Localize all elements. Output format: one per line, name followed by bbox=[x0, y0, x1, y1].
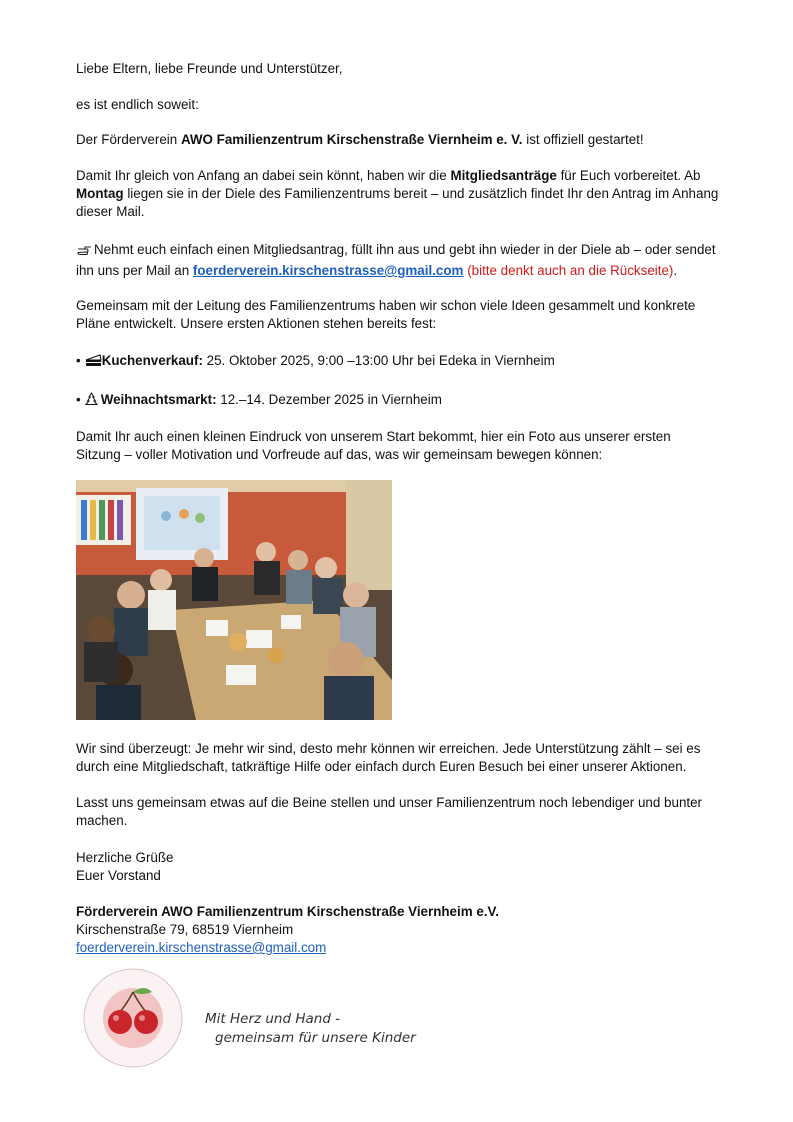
slogan-line-1: Mit Herz und Hand - bbox=[205, 1011, 341, 1027]
closing-regards: Herzliche Grüße bbox=[76, 850, 174, 865]
org-name: AWO Familienzentrum Kirschenstraße Viernheim e. V. bbox=[180, 132, 523, 147]
membership-paragraph: Damit Ihr gleich von Anfang an dabei sein könnt, haben wir die Mitgliedsanträge für Euch vorbereitet. Ab Montag liegen sie in der Diele des Familienzentrums bereit – und zusätzlich findet Ihr den Antrag im Anhang dieser Mail. bbox=[76, 168, 719, 219]
signature-email-link[interactable]: foerderverein.kirschenstrasse@gmail.com bbox=[76, 940, 327, 955]
christmas-tree-icon bbox=[85, 392, 98, 411]
slogan bbox=[205, 1010, 425, 1054]
slogan-line-2: gemeinsam für unsere Kinder bbox=[215, 1030, 416, 1046]
conviction-paragraph: Wir sind überzeugt: Je mehr wir sind, desto mehr können wir erreichen. Jede Unterstützung zählt – sei es durch eine Mitgliedschaft, tatkräftige Hilfe oder einfach durch Euren Besuch bei einer unserer Aktionen. bbox=[76, 741, 701, 774]
signature-address: Kirschenstraße 79, 68519 Viernheim bbox=[76, 922, 294, 937]
association-logo bbox=[76, 966, 190, 1070]
photo-intro: Damit Ihr auch einen kleinen Eindruck von unserem Start bekommt, hier ein Foto aus unserer ersten Sitzung – voller Motivation und Vorfreude auf das, was wir gemeinsam bewegen können: bbox=[76, 429, 671, 462]
signature-email bbox=[76, 939, 726, 957]
cake-icon bbox=[85, 354, 102, 372]
signature-org: Förderverein AWO Familienzentrum Kirschenstraße Viernheim e.V. bbox=[76, 904, 499, 919]
announcement: Der Förderverein AWO Familienzentrum Kirschenstraße Viernheim e. V. ist offiziell gestartet! bbox=[76, 132, 644, 147]
plans-paragraph: Gemeinsam mit der Leitung des Familienzentrums haben wir schon viele Ideen gesammelt und konkrete Pläne entwickelt. Unsere ersten Aktionen stehen bereits fest: bbox=[76, 298, 696, 331]
greeting: Liebe Eltern, liebe Freunde und Unterstützer, bbox=[76, 61, 343, 76]
intro-line: es ist endlich soweit: bbox=[76, 97, 199, 112]
instruction-paragraph: Nehmt euch einfach einen Mitgliedsantrag, füllt ihn aus und gebt ihn wieder in der Diele ab – oder sendet ihn uns per Mail an foerderverein.kirschenstrasse@gmail.com (bitte denkt auch an die Rückseite). bbox=[76, 242, 716, 278]
pointing-hand-icon bbox=[76, 243, 94, 262]
reverse-side-note: (bitte denkt auch an die Rückseite) bbox=[463, 263, 674, 278]
email-link[interactable]: foerderverein.kirschenstrasse@gmail.com bbox=[192, 263, 464, 278]
meeting-photo bbox=[76, 480, 392, 720]
together-paragraph: Lasst uns gemeinsam etwas auf die Beine stellen und unser Familienzentrum noch lebendiger und bunter machen. bbox=[76, 795, 703, 828]
event-item: • Kuchenverkauf: 25. Oktober 2025, 9:00 –13:00 Uhr bei Edeka in Viernheim bbox=[76, 352, 726, 372]
closing-from: Euer Vorstand bbox=[76, 868, 161, 883]
event-item: • Weihnachtsmarkt: 12.–14. Dezember 2025 in Viernheim bbox=[76, 391, 726, 411]
